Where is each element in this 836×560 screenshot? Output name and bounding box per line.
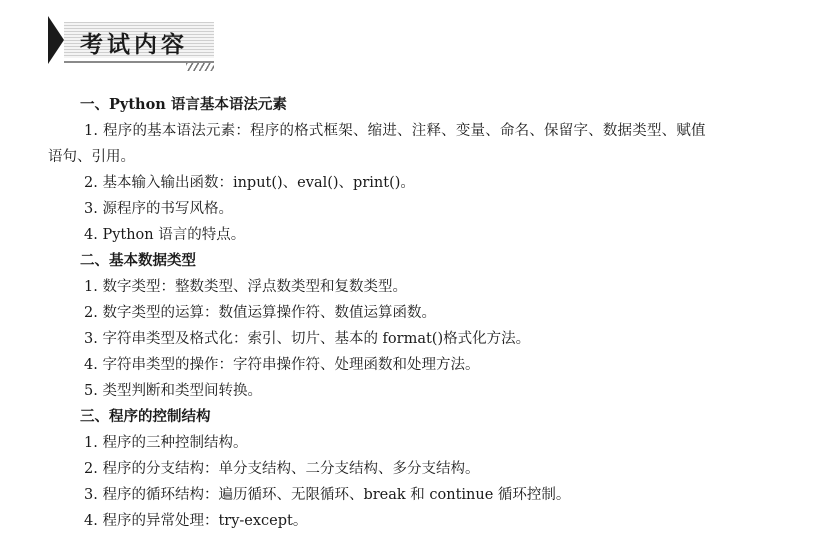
list-item: 4. 程序的异常处理：try-except。 (84, 513, 308, 529)
list-item: 1. 程序的三种控制结构。 (84, 435, 248, 451)
list-item: 4. 字符串类型的操作：字符串操作符、处理函数和处理方法。 (84, 357, 480, 373)
section-banner (48, 16, 228, 72)
section-heading-syntax: 一、Python 语言基本语法元素 (80, 96, 287, 113)
page-title: 考试内容 (80, 32, 188, 58)
exam-content (48, 92, 783, 534)
section-heading-control-structures: 三、程序的控制结构 (80, 408, 211, 425)
hatch-decoration-icon (186, 63, 214, 71)
list-item: 3. 程序的循环结构：遍历循环、无限循环、break 和 continue 循环控制。 (84, 487, 571, 503)
list-item: 5. 类型判断和类型间转换。 (84, 383, 262, 399)
list-item: 2. 基本输入输出函数：input()、eval()、print()。 (84, 175, 415, 191)
arrow-marker-icon (48, 16, 64, 64)
list-item: 2. 程序的分支结构：单分支结构、二分支结构、多分支结构。 (84, 461, 480, 477)
list-item: 1. 数字类型：整数类型、浮点数类型和复数类型。 (84, 279, 407, 295)
list-item-continuation: 语句、引用。 (48, 149, 135, 165)
list-item: 4. Python 语言的特点。 (84, 227, 246, 243)
list-item: 1. 程序的基本语法元素：程序的格式框架、缩进、注释、变量、命名、保留字、数据类型、赋值 (84, 123, 706, 139)
list-item: 3. 源程序的书写风格。 (84, 201, 233, 217)
list-item: 3. 字符串类型及格式化：索引、切片、基本的 format()格式化方法。 (84, 331, 531, 347)
list-item: 2. 数字类型的运算：数值运算操作符、数值运算函数。 (84, 305, 436, 321)
section-heading-data-types: 二、基本数据类型 (80, 252, 196, 269)
